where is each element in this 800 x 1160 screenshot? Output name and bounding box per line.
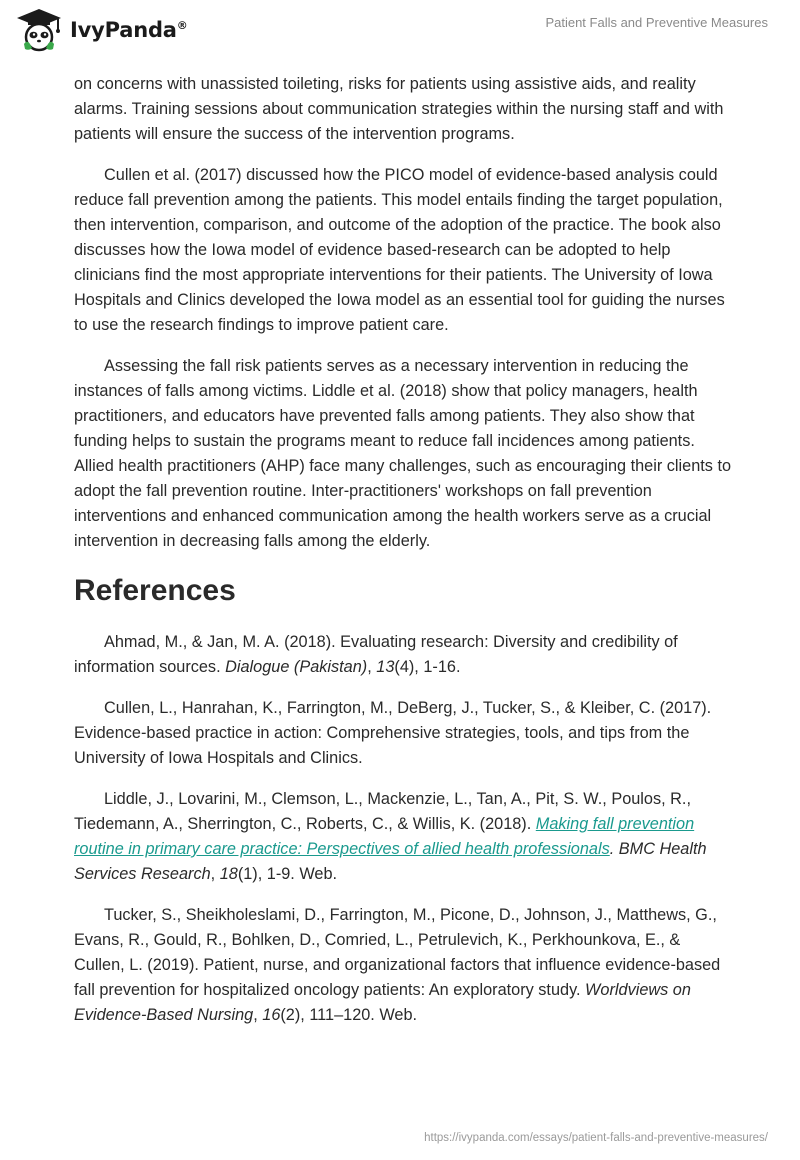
body-paragraph: on concerns with unassisted toileting, risks for patients using assistive aids, and reality alarms. Training sessions about communication strategies within the nursing staff and with patients will ensure the success of the intervention programs. [74,75,724,143]
page-url-footer: https://ivypanda.com/essays/patient-falls-and-preventive-measures/ [424,1132,768,1144]
body-paragraph: Assessing the fall risk patients serves as a necessary intervention in reducing the instances of falls among victims. Liddle et al. (2018) show that policy managers, health practitioners, and educators have prevented falls among patients. They also show that funding helps to sustain the programs meant to reduce fall incidences among patients. Allied health practitioners (AHP) face many challenges, such as encouraging their clients to adopt the fall prevention routine. Inter-practitioners' workshops on fall prevention interventions and enhanced communication among the health workers serve as a crucial intervention in decreasing falls among the elderly. [74,357,732,550]
reference-item: Cullen, L., Hanrahan, K., Farrington, M., DeBerg, J., Tucker, S., & Kleiber, C. (2017). Evidence-based practice in action: Comprehensive strategies, tools, and tips from the University of Iowa Hospitals and Clinics. [74,699,712,767]
references-heading: References [74,574,236,607]
reference-link[interactable]: Making fall prevention routine in primary care practice: Perspectives of allied health professionals [74,815,695,858]
reference-item: Ahmad, M., & Jan, M. A. (2018). Evaluating research: Diversity and credibility of information sources. Dialogue (Pakistan), 13(4), 1-16. [74,633,678,676]
document-title: Patient Falls and Preventive Measures [545,15,768,30]
reference-item: Liddle, J., Lovarini, M., Clemson, L., Mackenzie, L., Tan, A., Pit, S. W., Poulos, R., Tiedemann, A., Sherrington, C., Roberts, C., & Willis, K. (2018). Making fall prevention routine in primary care practice: Perspectives of allied health professionals. BMC Health Services Research, 18(1), 1-9. Web. [74,790,707,883]
page-header [0,0,800,66]
brand-name: IvyPanda® [70,18,188,42]
panda-graduate-icon [14,8,64,52]
essay-content [74,72,734,1044]
body-paragraph: Cullen et al. (2017) discussed how the PICO model of evidence-based analysis could reduce fall prevention among the patients. This model entails finding the target population, then intervention, comparison, and outcome of the adoption of the practice. The book also discusses how the Iowa model of evidence based-research can be adopted to help clinicians find the most appropriate interventions for their patients. The University of Iowa Hospitals and Clinics developed the Iowa model as an essential tool for guiding the nurses to use the research findings to improve patient care. [74,166,725,334]
ivypanda-logo[interactable] [14,8,188,52]
reference-item: Tucker, S., Sheikholeslami, D., Farrington, M., Picone, D., Johnson, J., Matthews, G., Evans, R., Gould, R., Bohlken, D., Comried, L., Petrulevich, K., Perkhounkova, E., & Cullen, L. (2019). Patient, nurse, and organizational factors that influence evidence-based fall prevention for hospitalized oncology patients: An exploratory study. Worldviews on Evidence-Based Nursing, 16(2), 111–120. Web. [74,906,721,1024]
